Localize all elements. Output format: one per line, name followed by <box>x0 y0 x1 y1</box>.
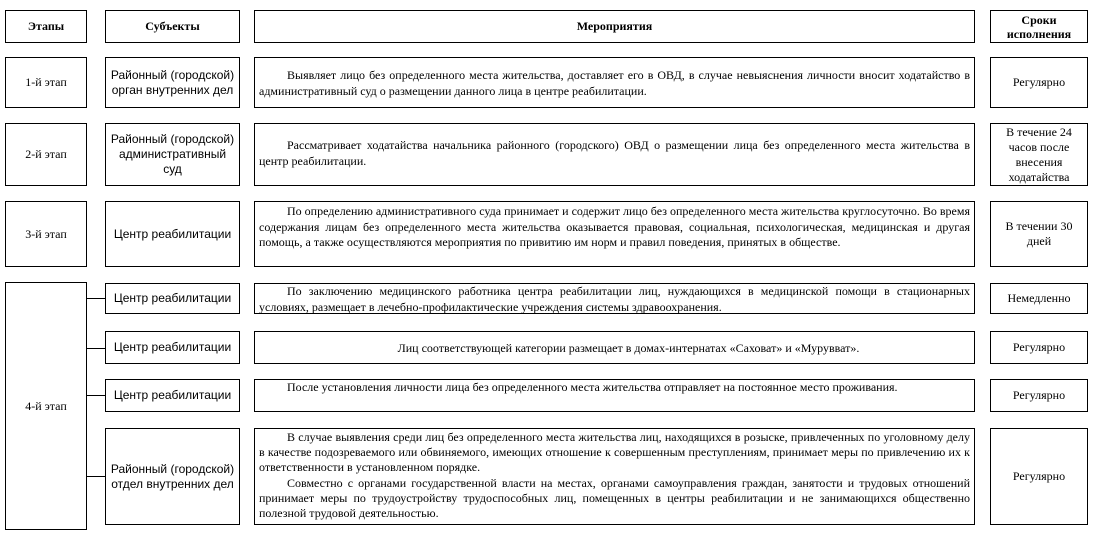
stage-2-label: 2-й этап <box>25 147 67 161</box>
subject-row-2-label: Районный (городской) административный суд <box>110 132 235 176</box>
header-subjects-label: Субъекты <box>145 19 200 33</box>
deadline-row-4d <box>990 428 1088 525</box>
deadline-row-4c <box>990 379 1088 412</box>
subject-row-4b <box>105 331 240 364</box>
subject-row-4a <box>105 283 240 314</box>
activity-row-3-text: По определению административного суда принимает и содержит лицо без определенного места жительства круглосуточно. Во время содержания лицам без определенного места жительства оказывается правовая, социальная, психологическая, медицинская и другая помощь, а также осуществляются мероприятия по привитию им норм и правил поведения, принятых в обществе. <box>259 204 970 249</box>
header-activities <box>254 10 975 43</box>
header-subjects <box>105 10 240 43</box>
activity-row-2-text: Рассматривает ходатайства начальника районного (городского) ОВД о размещении лица без определенного места жительства в центр реабилитации. <box>259 138 970 168</box>
stage-1-label: 1-й этап <box>25 75 67 89</box>
activity-row-4c-text: После установления личности лица без определенного места жительства отправляет на постоянное место проживания. <box>287 380 898 394</box>
subject-row-3 <box>105 201 240 267</box>
activity-row-1-text: Выявляет лицо без определенного места жительства, доставляет его в ОВД, в случае невыяснения личности вносит ходатайство в административный суд о размещении данного лица в центре реабилитации. <box>259 68 970 98</box>
activity-row-4a-text: По заключению медицинского работника центра реабилитации лиц, нуждающихся в медицинской помощи в стационарных условиях, размещает в лечебно-профилактические учреждения системы здравоохранения. <box>259 284 970 314</box>
header-deadlines-line1: Сроки <box>1021 12 1057 27</box>
activity-row-4d-text: В случае выявления среди лиц без определенного места жительства лиц, находящихся в розыске, привлеченных по уголовному делу в качестве подозреваемого или обвиняемого, имеющих отношение к совершенным преступлениям, принимает меры по привлечению их к ответственности в установленном порядке. <box>259 430 970 475</box>
activity-row-2 <box>254 123 975 186</box>
stage-3-label: 3-й этап <box>25 226 67 241</box>
stage-4 <box>5 282 87 530</box>
deadline-row-4d-label: Регулярно <box>1012 469 1066 483</box>
activity-row-1 <box>254 57 975 108</box>
activity-row-4b <box>254 331 975 364</box>
subject-row-3-label: Центр реабилитации <box>113 226 232 241</box>
deadline-row-2 <box>990 123 1088 186</box>
deadline-row-1-label: Регулярно <box>1012 75 1066 89</box>
subject-row-4a-label: Центр реабилитации <box>113 291 232 305</box>
deadline-row-3-label: В течении 30 дней <box>1005 219 1073 248</box>
subject-row-4b-label: Центр реабилитации <box>113 340 232 354</box>
stage-2 <box>5 123 87 186</box>
activity-row-4d-text-2: Совместно с органами государственной власти на местах, органами самоуправления граждан, занятости и трудовых отношений принимает меры по трудоустройству трудоспособных лиц, помещенных в центры реабилитации и не занимающихся общественно полезной трудовой деятельностью. <box>259 475 970 521</box>
deadline-row-4b <box>990 331 1088 364</box>
subject-row-4d <box>105 428 240 525</box>
connector-line <box>87 395 105 396</box>
deadline-row-3 <box>990 201 1088 267</box>
subject-row-4c <box>105 379 240 412</box>
subject-row-2 <box>105 123 240 186</box>
subject-row-1-label: Районный (городской) орган внутренних дел <box>110 67 235 97</box>
header-deadlines <box>990 10 1088 43</box>
activity-row-3 <box>254 201 975 267</box>
deadline-row-4b-label: Регулярно <box>1012 340 1066 354</box>
deadline-row-2-label: В течение 24 часов после внесения ходатайства <box>1006 124 1072 184</box>
header-deadlines-line2: исполнения <box>1006 26 1072 41</box>
header-stages-label: Этапы <box>27 19 65 33</box>
deadline-row-4c-label: Регулярно <box>1012 388 1066 402</box>
subject-row-4d-label: Районный (городской) отдел внутренних дел <box>110 461 235 491</box>
activity-row-4b-text: Лиц соответствующей категории размещает в домах-интернатах «Саховат» и «Мурувват». <box>397 340 860 355</box>
deadline-row-1 <box>990 57 1088 108</box>
header-activities-label: Мероприятия <box>576 19 653 33</box>
header-stages <box>5 10 87 43</box>
deadline-row-4a-label: Немедленно <box>1007 291 1071 305</box>
stage-1 <box>5 57 87 108</box>
subject-row-4c-label: Центр реабилитации <box>113 388 232 402</box>
connector-line <box>87 476 105 477</box>
connector-line <box>87 348 105 349</box>
deadline-row-4a <box>990 283 1088 314</box>
stage-4-label: 4-й этап <box>25 398 67 413</box>
activity-row-4d <box>254 428 975 525</box>
stage-3 <box>5 201 87 267</box>
activity-row-4c <box>254 379 975 412</box>
activity-row-4a <box>254 283 975 314</box>
connector-line <box>87 298 105 299</box>
subject-row-1 <box>105 57 240 108</box>
